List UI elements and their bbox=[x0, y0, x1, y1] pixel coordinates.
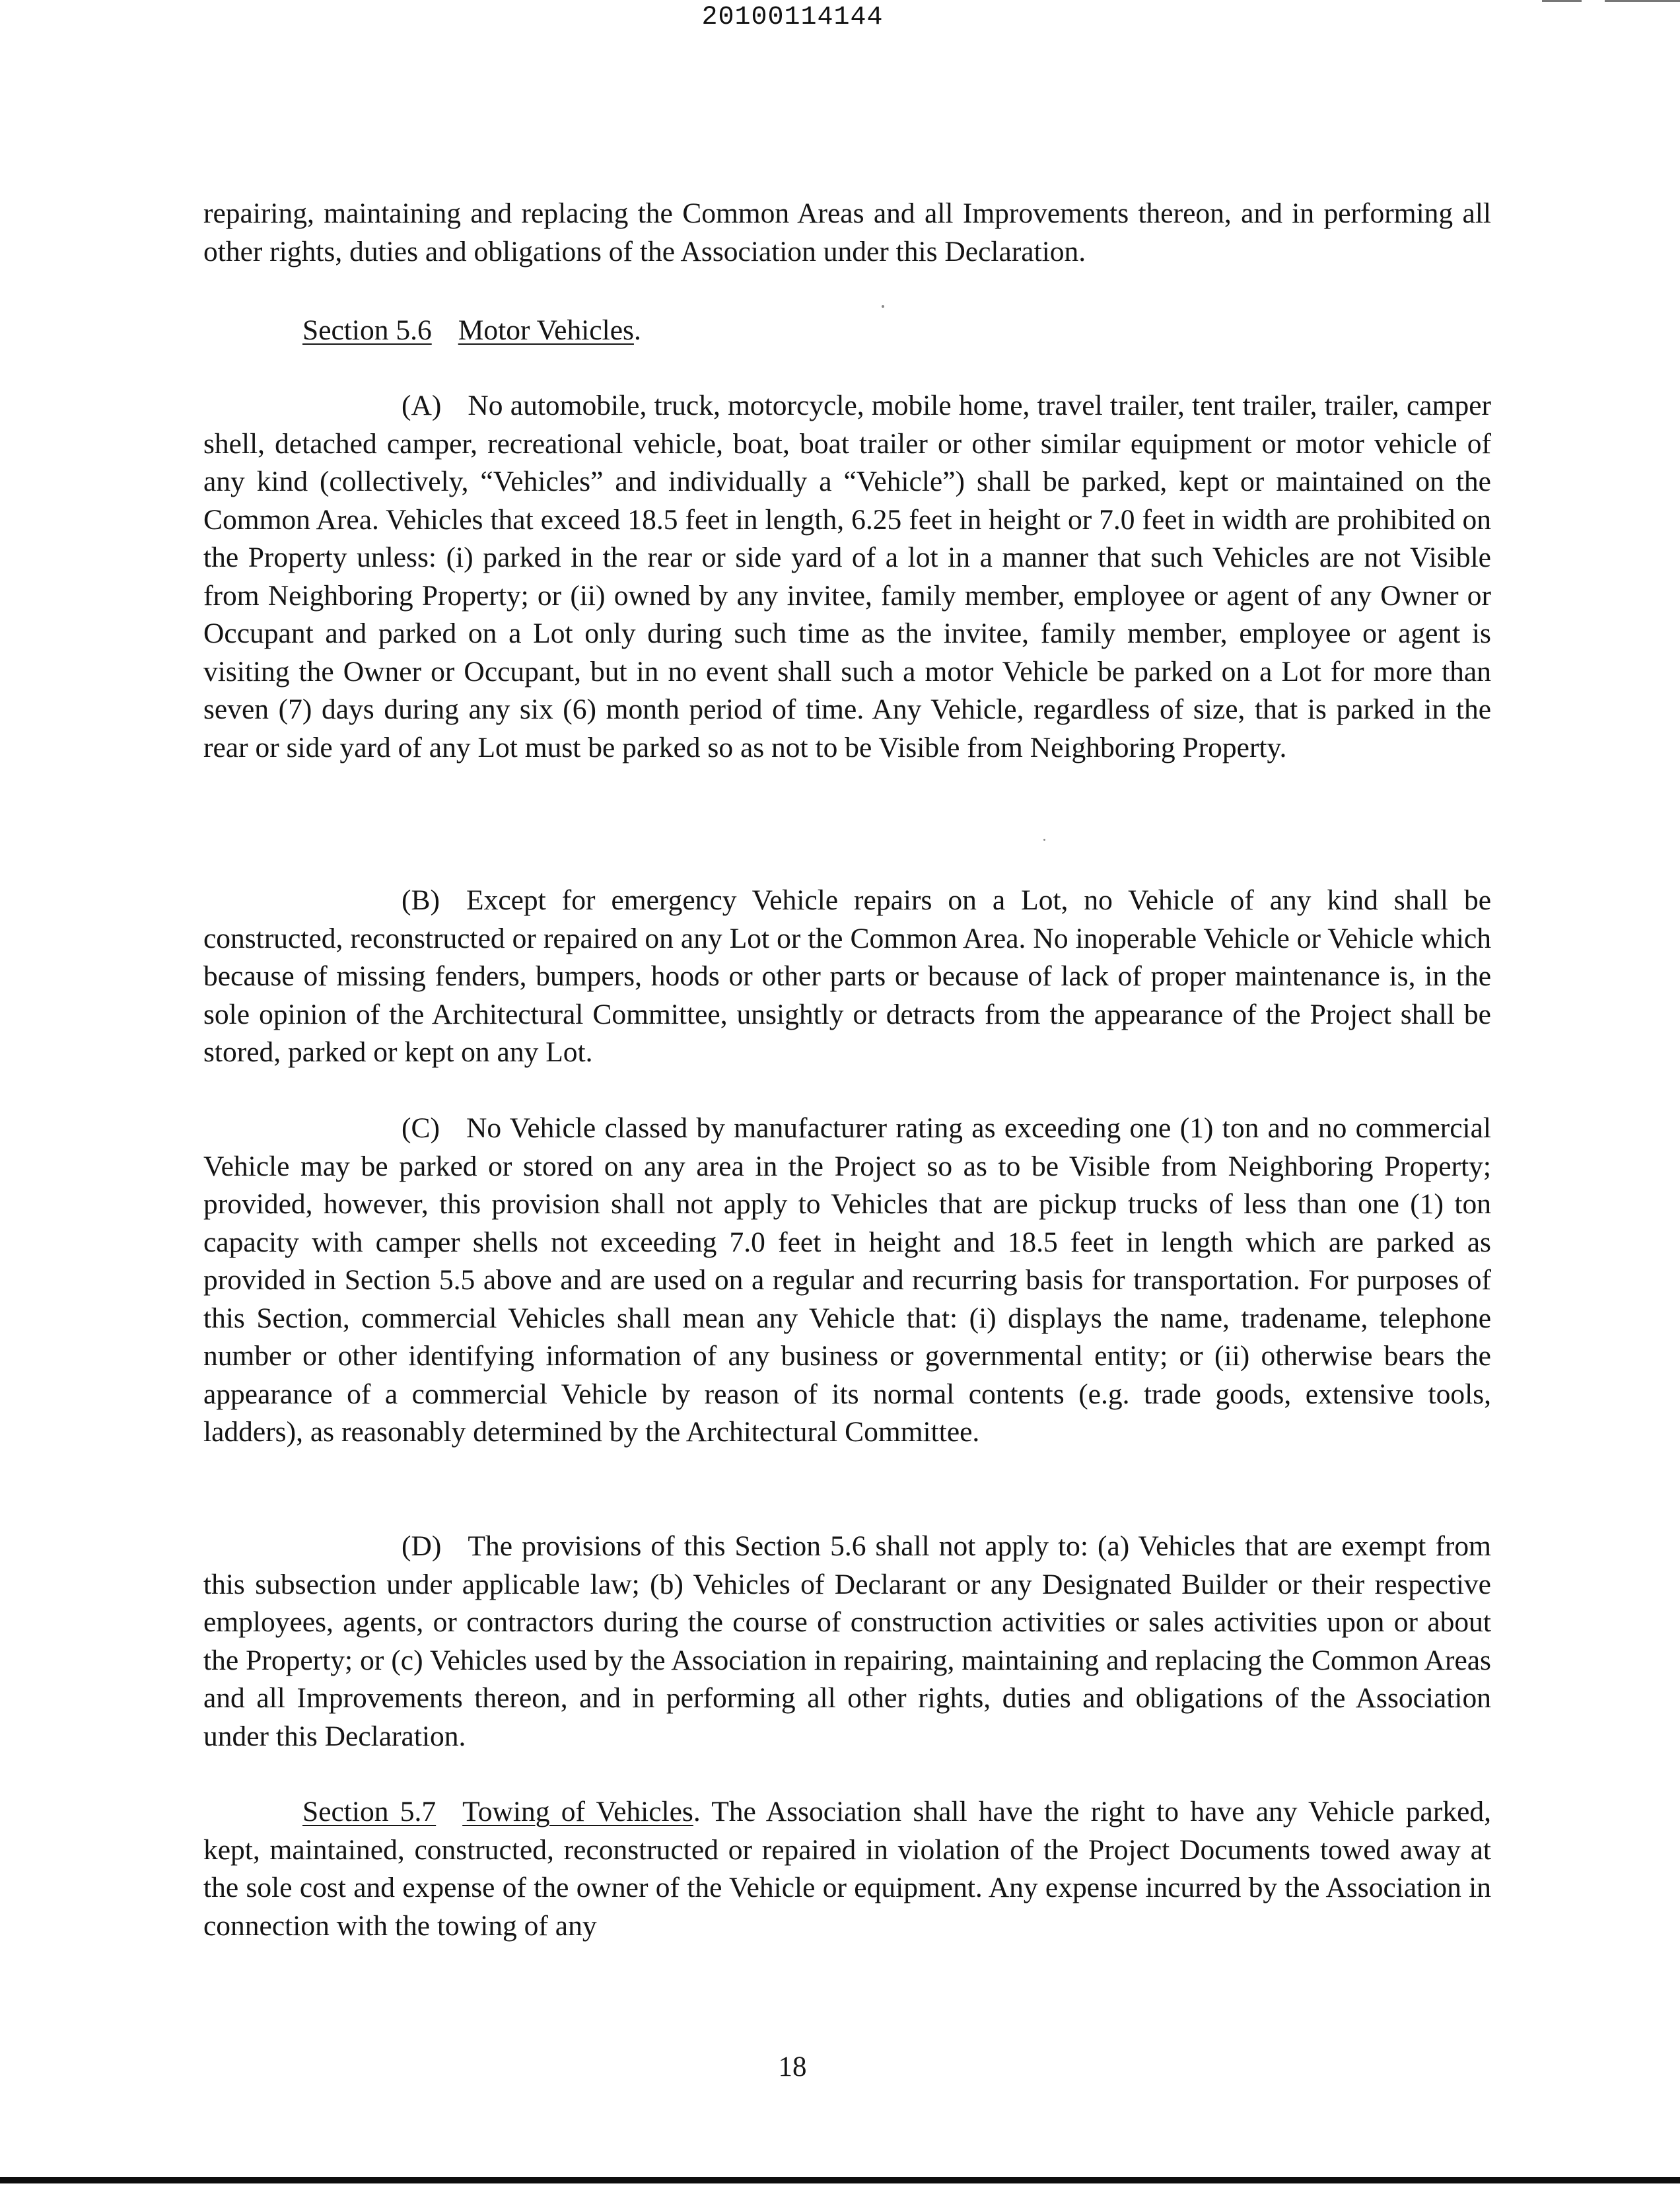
paragraph-c-marker: (C) bbox=[402, 1112, 440, 1144]
paragraph-c-text: No Vehicle classed by manufacturer rating as exceeding one (1) ton and no commercial Vehicle may be parked or stored on any area in the Project so as to be Visible from Neighboring Property; provided, however, this provision shall not apply to Vehicles that are pickup trucks of less than one (1) ton capacity with camper shells not exceeding 7.0 feet in height and 18.5 feet in length which are parked as provided in Section 5.5 above and are used on a regular and recurring basis for transportation. For purposes of this Section, commercial Vehicles shall mean any Vehicle that: (i) displays the name, tradename, telephone number or other identifying information of any business or governmental entity; or (ii) otherwise bears the appearance of a commercial Vehicle by reason of its normal contents (e.g. trade goods, extensive tools, ladders), as reasonably determined by the Architectural Committee. bbox=[203, 1112, 1491, 1448]
scan-speck bbox=[1043, 839, 1045, 841]
document-number: 20100114144 bbox=[701, 3, 884, 32]
paragraph-c bbox=[203, 1110, 1491, 1452]
section-5-7-label: Section 5.7 bbox=[302, 1796, 437, 1827]
section-5-7-paragraph bbox=[203, 1793, 1491, 1945]
section-5-7-title: Towing of Vehicles bbox=[462, 1796, 693, 1827]
page-number: 18 bbox=[778, 2051, 807, 2082]
paragraph-d-text: The provisions of this Section 5.6 shall not apply to: (a) Vehicles that are exempt from this subsection under applicable law; (b) Vehicles of Declarant or any Designated Builder or their respective employees, agents, or contractors during the course of construction activities or sales activities upon or about the Property; or (c) Vehicles used by the Association in repairing, maintaining and replacing the Common Areas and all Improvements thereon, and in performing all other rights, duties and obligations of the Association under this Declaration. bbox=[203, 1530, 1491, 1752]
page-bottom-rule bbox=[0, 2177, 1680, 2183]
paragraph-b-marker: (B) bbox=[402, 884, 440, 916]
paragraph-a-text: No automobile, truck, motorcycle, mobile home, travel trailer, tent trailer, trailer, camper shell, detached camper, recreational vehicle, boat, boat trailer or other similar equipment or motor vehicle of any kind (collectively, “Vehicles” and individually a “Vehicle”) shall be parked, kept or maintained on the Common Area. Vehicles that exceed 18.5 feet in length, 6.25 feet in height or 7.0 feet in width are prohibited on the Property unless: (i) parked in the rear or side yard of a lot in a manner that such Vehicles are not Visible from Neighboring Property; or (ii) owned by any invitee, family member, employee or agent of any Owner or Occupant and parked on a Lot only during such time as the invitee, family member, employee or agent is visiting the Owner or Occupant, but in no event shall such a motor Vehicle be parked on a Lot for more than seven (7) days during any six (6) month period of time. Any Vehicle, regardless of size, that is parked in the rear or side yard of any Lot must be parked so as not to be Visible from Neighboring Property. bbox=[203, 390, 1491, 763]
section-5-6-label: Section 5.6 bbox=[302, 314, 432, 346]
scan-edge-mark bbox=[1605, 0, 1680, 2]
section-5-6-title: Motor Vehicles bbox=[458, 314, 634, 346]
scan-speck bbox=[882, 305, 884, 308]
paragraph-b bbox=[203, 882, 1491, 1072]
paragraph-a-marker: (A) bbox=[402, 390, 442, 421]
section-5-7-text: The Association shall have the right to have any Vehicle parked, kept, maintained, constructed, reconstructed or repaired in violation of the Project Documents towed away at the sole cost and expense of the owner of the Vehicle or equipment. Any expense incurred by the Association in connection with the towing of any bbox=[203, 1796, 1491, 1942]
section-5-6-title-suffix: . bbox=[633, 314, 641, 346]
section-5-7-title-suffix: . bbox=[693, 1796, 701, 1827]
paragraph-d bbox=[203, 1528, 1491, 1755]
intro-paragraph: repairing, maintaining and replacing the Common Areas and all Improvements thereon, and in performing all other rights, duties and obligations of the Association under this Declaration. bbox=[203, 197, 1491, 267]
paragraph-a bbox=[203, 387, 1491, 767]
scan-edge-mark bbox=[1542, 0, 1582, 2]
paragraph-b-text: Except for emergency Vehicle repairs on a Lot, no Vehicle of any kind shall be constructed, reconstructed or repaired on any Lot or the Common Area. No inoperable Vehicle or Vehicle which because of missing fenders, bumpers, hoods or other parts or because of lack of proper maintenance is, in the sole opinion of the Architectural Committee, unsightly or detracts from the appearance of the Project shall be stored, parked or kept on any Lot. bbox=[203, 884, 1491, 1068]
section-5-6-heading bbox=[203, 312, 1491, 350]
paragraph-d-marker: (D) bbox=[402, 1530, 442, 1562]
